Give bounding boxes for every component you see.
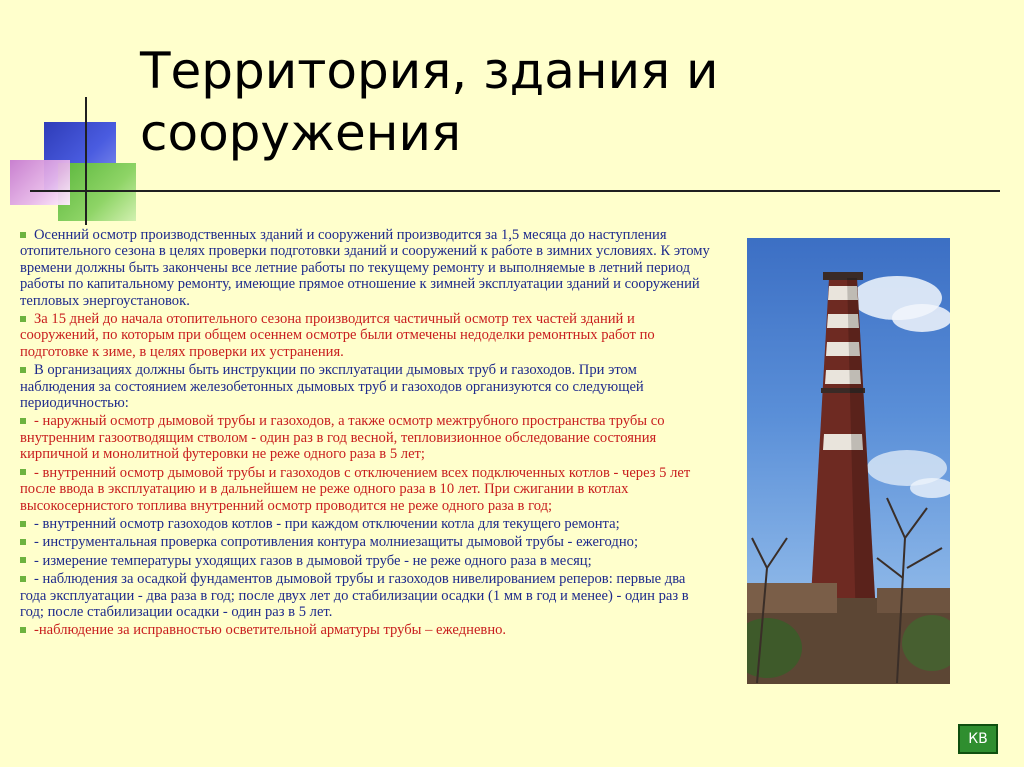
bullet-text: За 15 дней до начала отопительного сезона производится частичный осмотр тех частей зданий и сооружений, по которым при общем осеннем осмотре были отмечены недоделки ремонтных работ по подготовке к зиме, в целях проверки их устранения. bbox=[20, 311, 655, 360]
bullet-marker-icon bbox=[20, 418, 26, 424]
decor-horizontal-line bbox=[30, 190, 1000, 192]
bullet-item bbox=[20, 553, 710, 569]
bullet-text: - наблюдения за осадкой фундаментов дымовой трубы и газоходов нивелированием реперов: первые два года эксплуатации - два раза в год; после двух лет до стабилизации осадки (1 мм в год и менее) - один раз в год; после стабилизации осадки - один раз в 5 лет. bbox=[20, 571, 689, 620]
bullet-item bbox=[20, 362, 710, 411]
bullet-marker-icon bbox=[20, 576, 26, 582]
bullet-text: - наружный осмотр дымовой трубы и газоходов, а также осмотр межтрубного пространства трубы со внутренним газоотводящим стволом - один раз в год весной, тепловизионное обследование состояния кирпичной и монолитной футеровки не реже одного раза в 5 лет; bbox=[20, 413, 665, 463]
bullet-item bbox=[20, 534, 710, 550]
bullet-text: - инструментальная проверка сопротивления контура молниезащиты дымовой трубы - ежегодно; bbox=[34, 534, 639, 551]
bullet-text: Осенний осмотр производственных зданий и сооружений производится за 1,5 месяца до наступления отопительного сезона в целях проверки подготовки зданий и сооружений к работе в зимних условиях. К этому времени должны быть закончены все летние работы по текущему ремонту и выполняемые в летний период работы по капитальному ремонту, имеющие прямое отношение к зимней эксплуатации зданий и сооружений тепловых энергоустановок. bbox=[20, 227, 710, 309]
bullet-list bbox=[20, 227, 710, 641]
decor-square-pink bbox=[10, 160, 70, 205]
decor-vertical-line bbox=[85, 97, 87, 225]
bullet-text: - внутренний осмотр дымовой трубы и газоходов с отключением всех подключенных котлов - через 5 лет после ввода в эксплуатацию и в дальнейшем не реже одного раза в 10 лет. При сжигании в котлах высокосернистого топлива внутренний осмотр проводится не реже одного раза в год; bbox=[20, 464, 691, 514]
bullet-marker-icon bbox=[20, 232, 26, 238]
bullet-item bbox=[20, 571, 710, 620]
bullet-marker-icon bbox=[20, 521, 26, 527]
bullet-marker-icon bbox=[20, 557, 26, 563]
bullet-marker-icon bbox=[20, 316, 26, 322]
kv-button[interactable]: КВ bbox=[958, 724, 998, 754]
bullet-item bbox=[20, 516, 710, 532]
bullet-marker-icon bbox=[20, 367, 26, 373]
bullet-marker-icon bbox=[20, 469, 26, 475]
bullet-text: - измерение температуры уходящих газов в дымовой трубе - не реже одного раза в месяц; bbox=[34, 552, 592, 569]
bullet-marker-icon bbox=[20, 627, 26, 633]
bullet-text: В организациях должны быть инструкции по эксплуатации дымовых труб и газоходов. При этом наблюдения за состоянием железобетонных дымовых труб и газоходов организуются со следующей периодичностью: bbox=[20, 362, 644, 412]
bullet-item bbox=[20, 227, 710, 309]
bullet-item bbox=[20, 465, 710, 514]
chimney-photo bbox=[747, 238, 950, 684]
bullet-item bbox=[20, 413, 710, 462]
bullet-marker-icon bbox=[20, 539, 26, 545]
slide-title: Территория, здания и сооружения bbox=[140, 42, 719, 162]
bullet-item bbox=[20, 311, 710, 360]
bullet-item bbox=[20, 622, 710, 638]
bullet-text: -наблюдение за исправностью осветительной арматуры трубы – ежедневно. bbox=[34, 622, 507, 639]
bullet-text: - внутренний осмотр газоходов котлов - при каждом отключении котла для текущего ремонта; bbox=[34, 515, 620, 532]
